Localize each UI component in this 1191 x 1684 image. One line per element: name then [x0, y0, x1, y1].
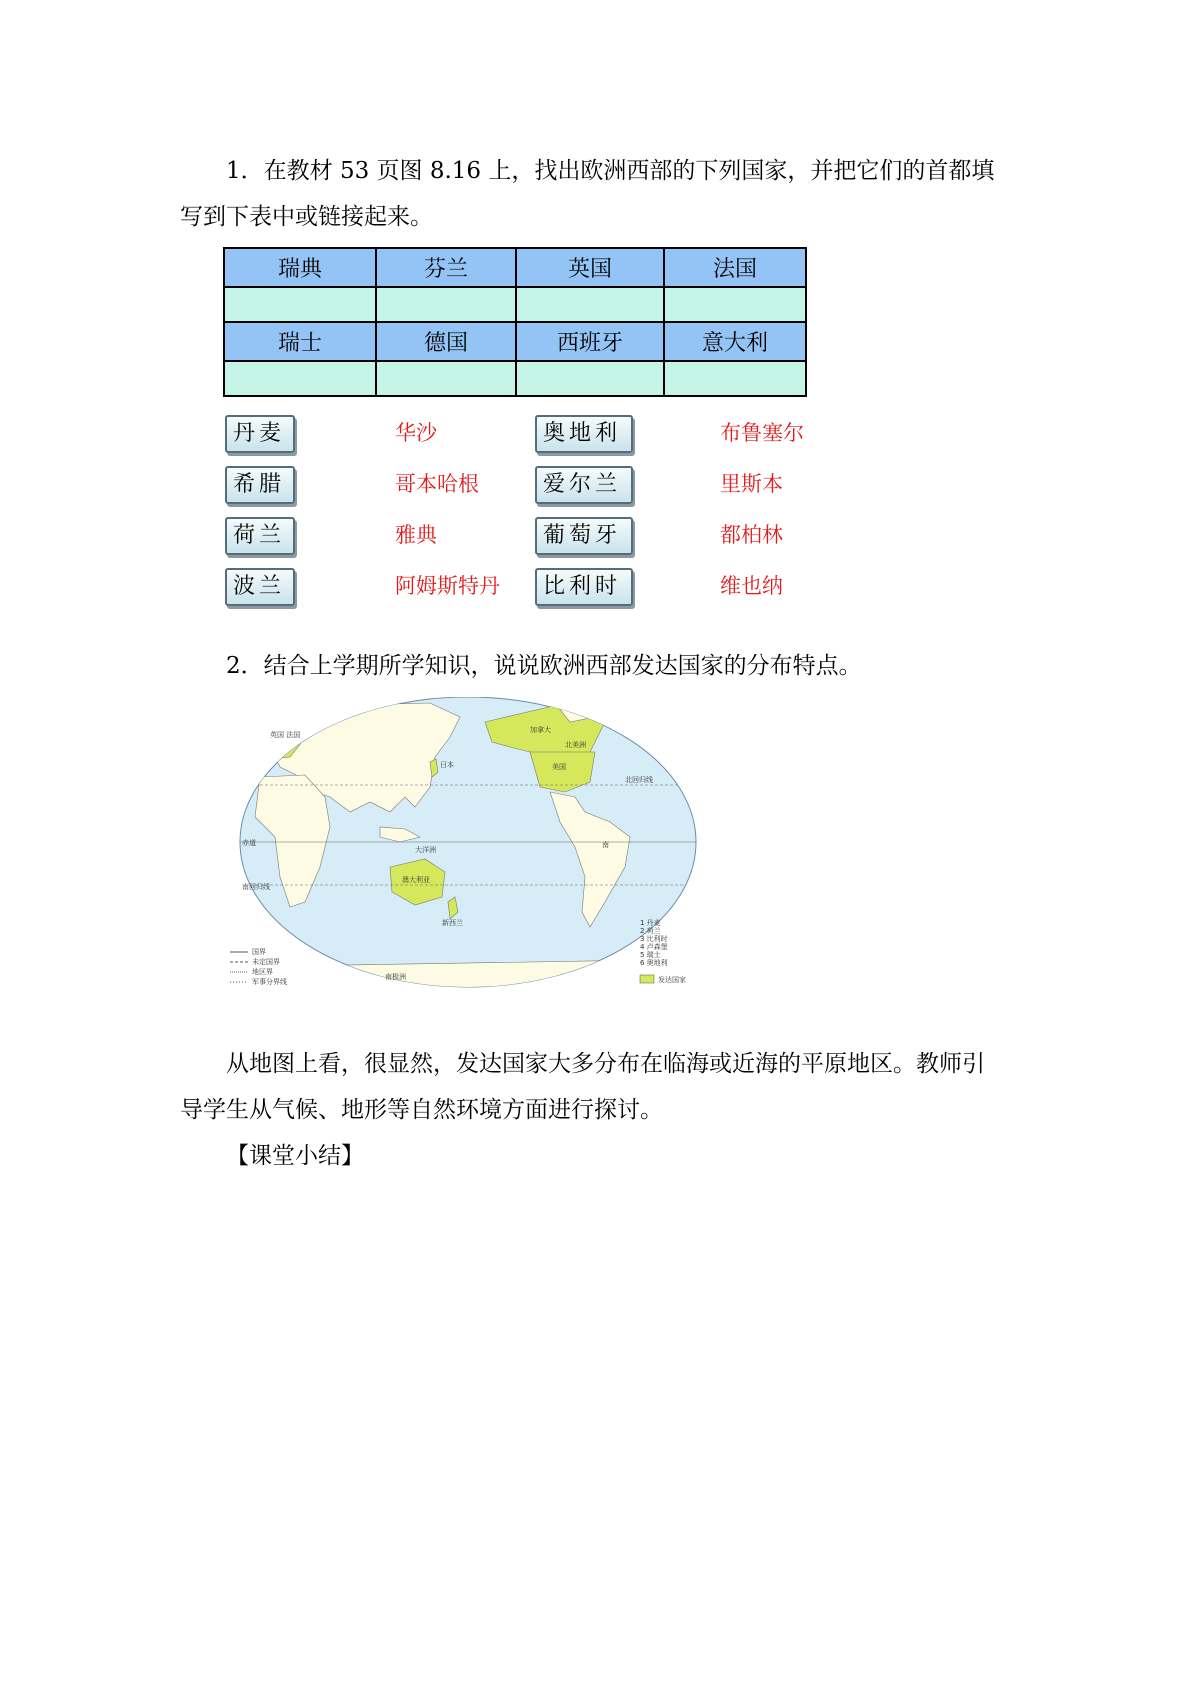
map-label-equator: 赤道	[242, 839, 256, 847]
map-label-oceania: 大洋洲	[415, 846, 436, 854]
capital-warsaw: 华沙	[395, 421, 437, 445]
answer-cell[interactable]	[224, 287, 376, 322]
svg-text:未定国界: 未定国界	[252, 958, 280, 966]
capital-brussels: 布鲁塞尔	[720, 421, 804, 445]
table-cell: 德国	[376, 322, 516, 361]
map-label-south: 南	[602, 841, 609, 849]
question-1-line2: 写到下表中或链接起来。	[180, 204, 433, 230]
map-label-tropic-s: 南回归线	[242, 883, 270, 891]
map-label-new-zealand: 新西兰	[442, 919, 463, 927]
svg-text:3 比利时: 3 比利时	[640, 935, 668, 943]
map-label-north-america: 北美洲	[565, 741, 586, 749]
table-cell: 法国	[664, 248, 806, 287]
svg-text:2 荷兰: 2 荷兰	[640, 927, 661, 935]
table-cell: 意大利	[664, 322, 806, 361]
table-cell: 瑞典	[224, 248, 376, 287]
answer-cell[interactable]	[516, 287, 664, 322]
country-button-belgium[interactable]: 比利时	[535, 568, 633, 606]
answer-line1: 从地图上看，很显然，发达国家大多分布在临海或近海的平原地区。教师引	[226, 1051, 985, 1077]
answer-line2: 导学生从气候、地形等自然环境方面进行探讨。	[180, 1097, 663, 1123]
map-label-japan: 日本	[440, 761, 454, 769]
svg-text:发达国家: 发达国家	[658, 976, 686, 984]
map-label-canada: 加拿大	[530, 726, 551, 734]
answer-cell[interactable]	[376, 287, 516, 322]
table-row-answer	[224, 361, 806, 396]
country-button-poland[interactable]: 波兰	[225, 568, 295, 606]
map-label-europe: 英国 法国	[270, 731, 301, 739]
table-cell: 芬兰	[376, 248, 516, 287]
table-row	[224, 248, 806, 287]
table-row	[224, 322, 806, 361]
svg-text:4 卢森堡: 4 卢森堡	[640, 943, 668, 951]
answer-cell[interactable]	[224, 361, 376, 396]
map-label-antarctic: 南极洲	[385, 973, 406, 981]
country-button-ireland[interactable]: 爱尔兰	[535, 466, 633, 504]
country-button-netherlands[interactable]: 荷兰	[225, 517, 295, 555]
answer-cell[interactable]	[376, 361, 516, 396]
capital-athens: 雅典	[395, 523, 437, 547]
svg-text:地区界: 地区界	[252, 968, 273, 976]
answer-cell[interactable]	[516, 361, 664, 396]
capital-lisbon: 里斯本	[720, 472, 783, 496]
map-label-usa: 美国	[552, 763, 566, 771]
svg-text:军事分界线: 军事分界线	[252, 978, 287, 986]
world-map-developed-countries	[230, 697, 730, 997]
question-1-line1: 1．在教材 53 页图 8.16 上，找出欧洲西部的下列国家，并把它们的首都填	[226, 158, 995, 184]
capital-vienna: 维也纳	[720, 574, 783, 598]
country-button-denmark[interactable]: 丹麦	[225, 415, 295, 453]
country-button-austria[interactable]: 奥地利	[535, 415, 633, 453]
capital-amsterdam: 阿姆斯特丹	[395, 574, 500, 598]
answer-cell[interactable]	[664, 287, 806, 322]
capital-dublin: 都柏林	[720, 523, 783, 547]
table-cell: 瑞士	[224, 322, 376, 361]
country-button-greece[interactable]: 希腊	[225, 466, 295, 504]
table-cell: 西班牙	[516, 322, 664, 361]
question-2: 2．结合上学期所学知识，说说欧洲西部发达国家的分布特点。	[226, 653, 862, 679]
table-row-answer	[224, 287, 806, 322]
map-legend-right	[640, 918, 686, 984]
country-button-portugal[interactable]: 葡萄牙	[535, 517, 633, 555]
answer-cell[interactable]	[664, 361, 806, 396]
capital-copenhagen: 哥本哈根	[395, 472, 479, 496]
svg-text:国界: 国界	[252, 948, 266, 956]
svg-text:6 奥地利: 6 奥地利	[640, 959, 668, 967]
table-cell: 英国	[516, 248, 664, 287]
map-legend-left	[230, 947, 287, 986]
svg-text:5 瑞士: 5 瑞士	[640, 951, 661, 959]
class-summary-heading: 【课堂小结】	[226, 1143, 364, 1169]
map-label-tropic-n: 北回归线	[625, 776, 653, 784]
country-capital-table	[223, 247, 807, 397]
map-label-australia: 澳大利亚	[402, 876, 430, 884]
svg-text:1 丹麦: 1 丹麦	[640, 919, 661, 927]
